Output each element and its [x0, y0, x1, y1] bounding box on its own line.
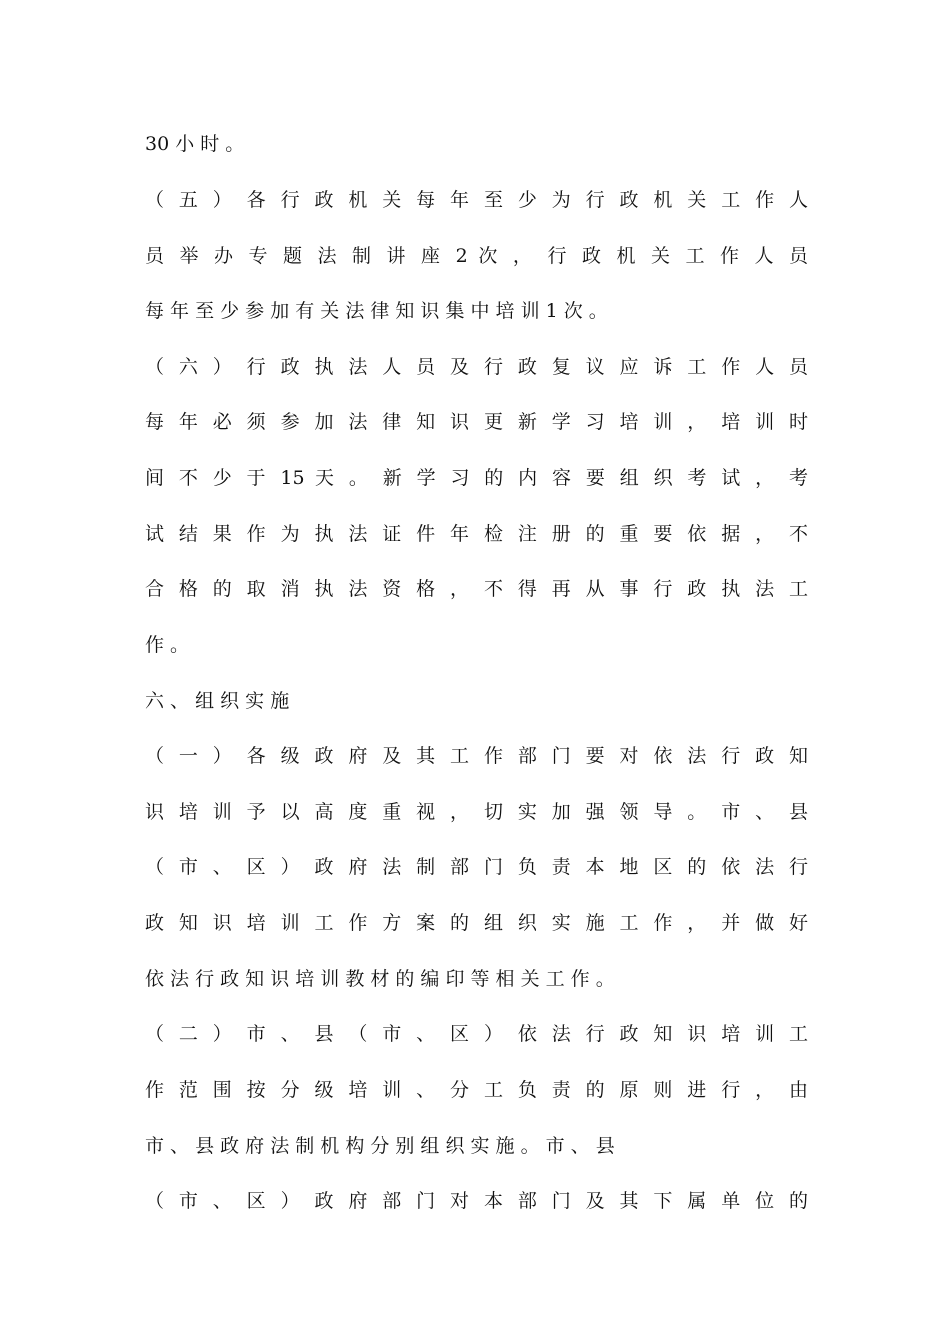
text-line: （ 二 ） 市 、 县 （ 市 、 区 ） 依 法 行 政 知 识 培 训 工 [145, 1023, 808, 1045]
text-line: 作 范 围 按 分 级 培 训 、 分 工 负 责 的 原 则 进 行 ， 由 [145, 1079, 808, 1101]
text-line: 合 格 的 取 消 执 法 资 格 ， 不 得 再 从 事 行 政 执 法 工 [145, 578, 808, 600]
text-line: 市 、 县 政 府 法 制 机 构 分 别 组 织 实 施 。 市 、 县 [145, 1135, 615, 1157]
text-line: 依 法 行 政 知 识 培 训 教 材 的 编 印 等 相 关 工 作 。 [145, 968, 615, 990]
text-line: 每 年 至 少 参 加 有 关 法 律 知 识 集 中 培 训 1 次 。 [145, 300, 608, 322]
text-line: （ 市 、 区 ） 政 府 法 制 部 门 负 责 本 地 区 的 依 法 行 [145, 856, 808, 878]
text-line: 30 小 时 。 [145, 133, 245, 155]
text-line: 政 知 识 培 训 工 作 方 案 的 组 织 实 施 工 作 ， 并 做 好 [145, 912, 808, 934]
text-line: （ 六 ） 行 政 执 法 人 员 及 行 政 复 议 应 诉 工 作 人 员 [145, 356, 808, 378]
text-line: （ 五 ） 各 行 政 机 关 每 年 至 少 为 行 政 机 关 工 作 人 [145, 189, 808, 211]
text-line: 试 结 果 作 为 执 法 证 件 年 检 注 册 的 重 要 依 据 ， 不 [145, 523, 808, 545]
text-line: （ 一 ） 各 级 政 府 及 其 工 作 部 门 要 对 依 法 行 政 知 [145, 745, 808, 767]
text-line: 间 不 少 于 15 天 。 新 学 习 的 内 容 要 组 织 考 试 ， 考 [145, 467, 808, 489]
text-line: 每 年 必 须 参 加 法 律 知 识 更 新 学 习 培 训 ， 培 训 时 [145, 411, 808, 433]
text-line: 作 。 [145, 634, 190, 656]
text-line: 识 培 训 予 以 高 度 重 视 ， 切 实 加 强 领 导 。 市 、 县 [145, 801, 808, 823]
section-heading: 六 、 组 织 实 施 [145, 690, 290, 712]
text-line: （ 市 、 区 ） 政 府 部 门 对 本 部 门 及 其 下 属 单 位 的 [145, 1190, 808, 1212]
text-line: 员 举 办 专 题 法 制 讲 座 2 次 ， 行 政 机 关 工 作 人 员 [145, 245, 808, 267]
